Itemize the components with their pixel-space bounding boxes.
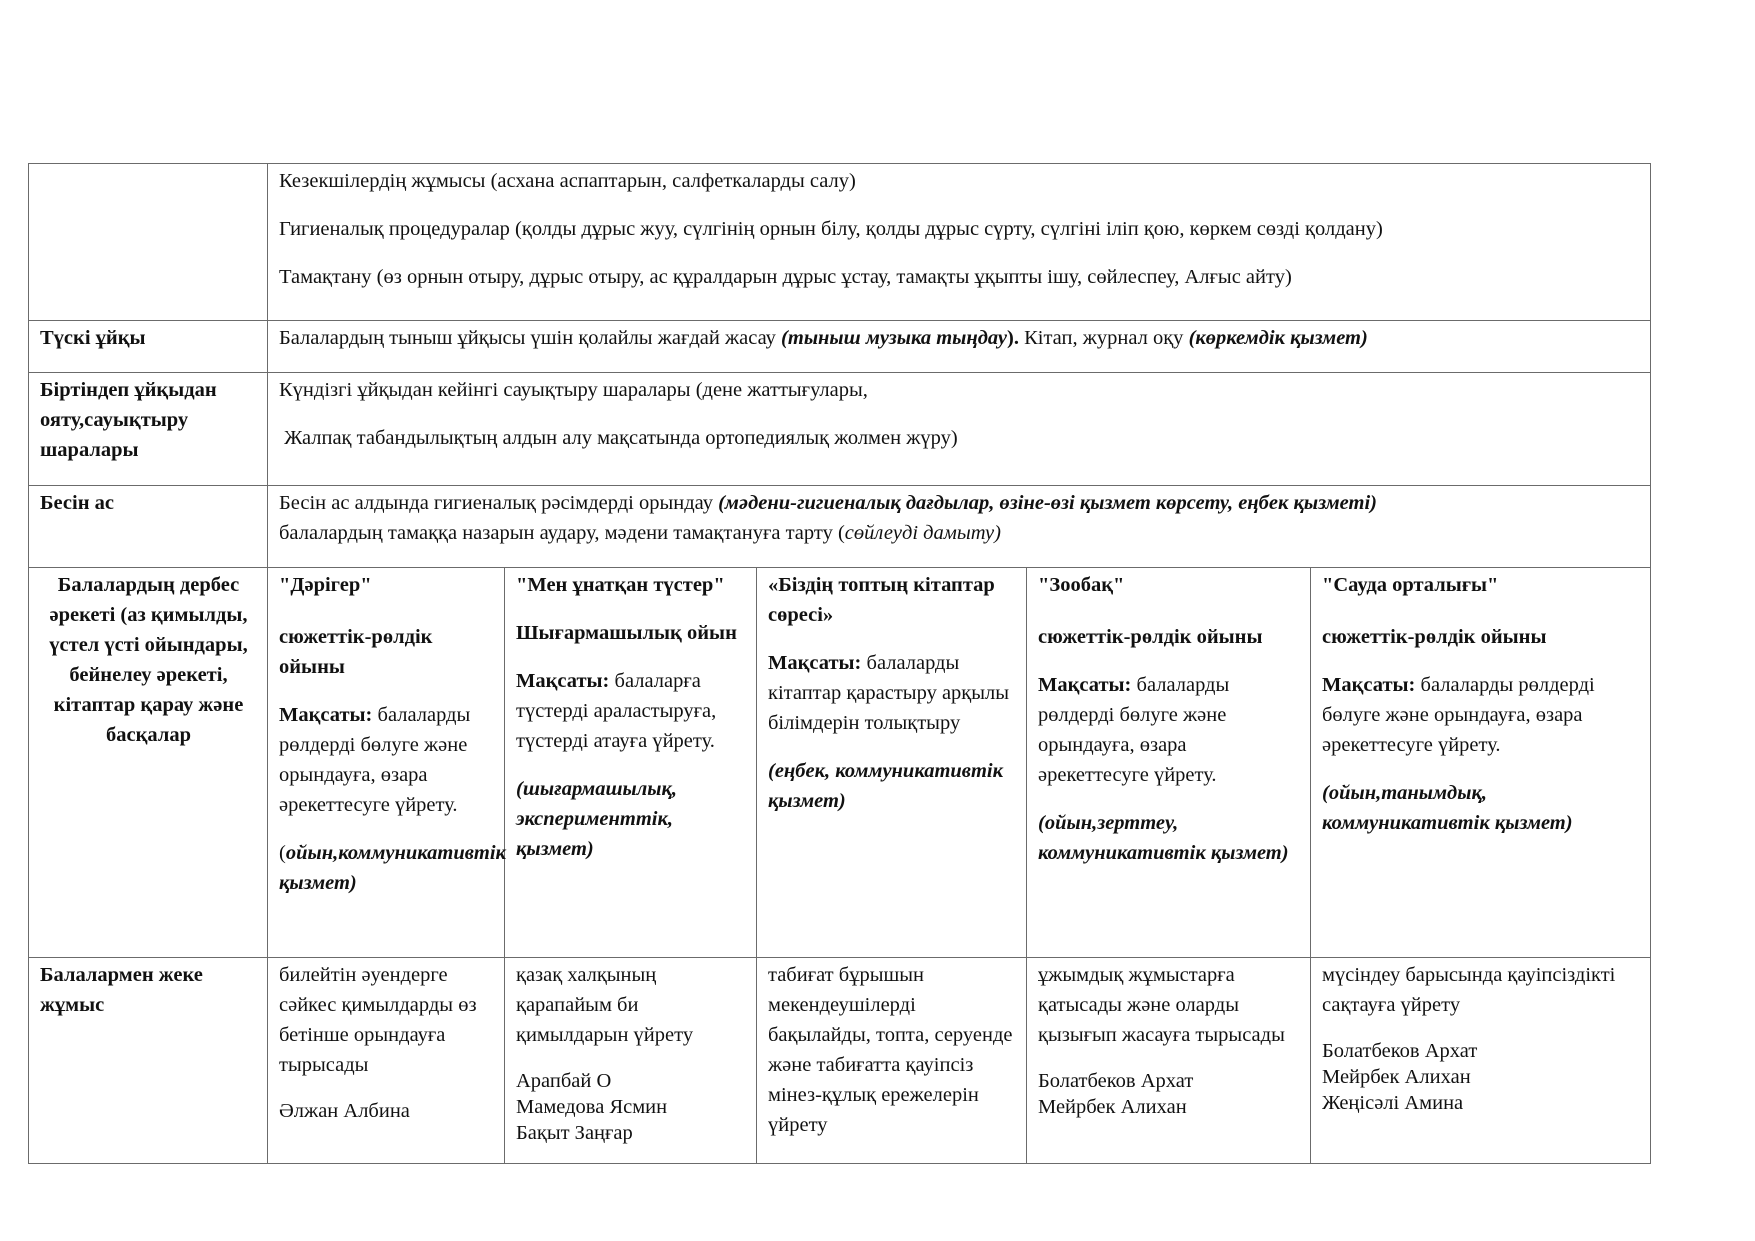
individual-task: ұжымдық жұмыстарға қатысады және оларды қызығып жасауға тырысады xyxy=(1038,964,1285,1046)
wake-text-2: Жалпақ табандылықтың алдын алу мақсатында ортопедиялық жолмен жүру) xyxy=(279,427,958,449)
row-label-nap: Түскі ұйқы xyxy=(29,321,268,373)
individual-cell-1 xyxy=(268,958,505,1164)
goal-label: Мақсаты: xyxy=(1322,674,1416,696)
activity-note: (ойын,танымдық, коммуникативтік қызмет) xyxy=(1322,782,1573,834)
activity-title: "Дәрігер" xyxy=(279,574,372,596)
activity-cell-bookshelf xyxy=(757,568,1027,958)
row-label-activity: Балалардың дербес әрекеті (аз қимылды, үстел үсті ойындары, бейнелеу әрекеті, кітаптар қарау және басқалар xyxy=(29,568,268,958)
snack-cell xyxy=(268,486,1651,568)
child-name: Болатбеков Архат xyxy=(1322,1040,1478,1062)
activity-subtitle: сюжеттік-рөлдік ойыны xyxy=(1322,626,1547,648)
individual-cell-3 xyxy=(757,958,1027,1164)
goal-text: балаларды рөлдерді бөлуге және орындауға, өзара әрекеттесуге үйрету. xyxy=(1038,674,1230,786)
meal-text: Тамақтану (өз орнын отыру, дұрыс отыру, ас құралдарын дұрыс ұстау, тамақты ұқыпты ішу, сөйлеспеу, Алғыс айту) xyxy=(279,266,1292,288)
activity-note: (ойын,зерттеу, коммуникативтік қызмет) xyxy=(1038,812,1289,864)
child-name: Мейрбек Алихан xyxy=(1038,1096,1187,1118)
goal-label: Мақсаты: xyxy=(279,704,373,726)
individual-cell-4 xyxy=(1027,958,1311,1164)
individual-task: табиғат бұрышын мекендеушілерді бақылайды, топта, серуенде және табиғатта қауіпсіз мінез-құлық ережелерін үйрету xyxy=(768,964,1013,1136)
wake-text-1: Күндізгі ұйқыдан кейінгі сауықтыру шаралары (дене жаттығулары, xyxy=(279,379,868,401)
activity-title: "Мен ұнатқан түстер" xyxy=(516,574,725,596)
goal-text: балаларды рөлдерді бөлуге және орындауға, өзара әрекеттесуге үйрету. xyxy=(279,704,471,816)
snack-text-1: Бесін ас алдында гигиеналық рәсімдерді орындау xyxy=(279,492,719,514)
activity-title: "Зообақ" xyxy=(1038,574,1125,596)
nap-text-3: Кітап, журнал оқу xyxy=(1024,327,1189,349)
child-name: Жеңісәлі Амина xyxy=(1322,1092,1464,1114)
goal-text: балаларға түстерді араластыруға, түстерді атауға үйрету. xyxy=(516,670,717,752)
child-name: Арапбай О xyxy=(516,1070,612,1092)
nap-text-2: ). xyxy=(1007,327,1025,349)
row-individual xyxy=(29,958,1651,1164)
nap-text-1: Балалардың тыныш ұйқысы үшін қолайлы жағдай жасау xyxy=(279,327,782,349)
nap-emphasis-2: (көркемдік қызмет) xyxy=(1188,327,1368,349)
individual-task: мүсіндеу барысында қауіпсіздікті сақтауға үйрету xyxy=(1322,964,1616,1016)
daily-plan-table xyxy=(28,163,1651,1164)
activity-note: (еңбек, коммуникативтік қызмет) xyxy=(768,760,1003,812)
goal-label: Мақсаты: xyxy=(516,670,610,692)
child-name: Болатбеков Архат xyxy=(1038,1070,1194,1092)
activity-subtitle: сюжеттік-рөлдік ойыны xyxy=(279,626,433,678)
child-name: Әлжан Албина xyxy=(279,1100,410,1122)
activity-note-prefix: ( xyxy=(279,842,286,864)
goal-label: Мақсаты: xyxy=(768,652,862,674)
goal-text: балаларды рөлдерді бөлуге және орындауға, өзара әрекеттесуге үйрету. xyxy=(1322,674,1595,756)
meal-routine-cell xyxy=(268,164,1651,321)
child-name: Бақыт Заңғар xyxy=(516,1122,633,1144)
row-label-empty xyxy=(29,164,268,321)
goal-text: балаларды кітаптар қарастыру арқылы білімдерін толықтыру xyxy=(768,652,1010,734)
activity-subtitle: сюжеттік-рөлдік ойыны xyxy=(1038,626,1263,648)
nap-cell xyxy=(268,321,1651,373)
individual-task: билейтін әуендерге сәйкес қимылдарды өз бетінше орындауға тырысады xyxy=(279,964,477,1076)
individual-cell-2 xyxy=(505,958,757,1164)
row-meal-routine xyxy=(29,164,1651,321)
individual-cell-5 xyxy=(1311,958,1651,1164)
row-label-wake: Біртіндеп ұйқыдан ояту,сауықтыру шаралары xyxy=(29,373,268,486)
hygiene-text: Гигиеналық процедуралар (қолды дұрыс жуу, сүлгінің орнын білу, қолды дұрыс сүрту, сүлгіні іліп қою, көркем сөзді қолдану) xyxy=(279,218,1383,240)
activity-subtitle: Шығармашылық ойын xyxy=(516,622,737,644)
child-name: Мамедова Ясмин xyxy=(516,1096,668,1118)
snack-emphasis-1: (мәдени-гигиеналық дағдылар, өзіне-өзі қызмет көрсету, еңбек қызметі) xyxy=(718,492,1377,514)
nap-emphasis-1: (тыныш музыка тыңдау xyxy=(781,327,1007,349)
individual-task: қазақ халқының қарапайым би қимылдарын үйрету xyxy=(516,964,694,1046)
activity-note: ойын,коммуникативтік қызмет) xyxy=(279,842,506,894)
row-label-snack: Бесін ас xyxy=(29,486,268,568)
activity-cell-zoo xyxy=(1027,568,1311,958)
wake-cell xyxy=(268,373,1651,486)
activity-note: (шығармашылық, эксперименттік, қызмет) xyxy=(516,778,678,860)
row-nap xyxy=(29,321,1651,373)
activity-cell-doctor xyxy=(268,568,505,958)
row-label-individual: Балалармен жеке жұмыс xyxy=(29,958,268,1164)
duty-text: Кезекшілердің жұмысы (асхана аспаптарын, салфеткаларды салу) xyxy=(279,170,856,192)
activity-title: "Сауда орталығы" xyxy=(1322,574,1499,596)
goal-label: Мақсаты: xyxy=(1038,674,1132,696)
activity-title: «Біздің топтың кітаптар сөресі» xyxy=(768,574,995,626)
row-wake xyxy=(29,373,1651,486)
activity-cell-colors xyxy=(505,568,757,958)
row-snack xyxy=(29,486,1651,568)
row-activity xyxy=(29,568,1651,958)
child-name: Мейрбек Алихан xyxy=(1322,1066,1471,1088)
snack-emphasis-2: сөйлеуді дамыту) xyxy=(844,522,1001,544)
snack-text-2: балалардың тамаққа назарын аудару, мәдени тамақтануға тарту ( xyxy=(279,522,845,544)
activity-cell-shopping xyxy=(1311,568,1651,958)
